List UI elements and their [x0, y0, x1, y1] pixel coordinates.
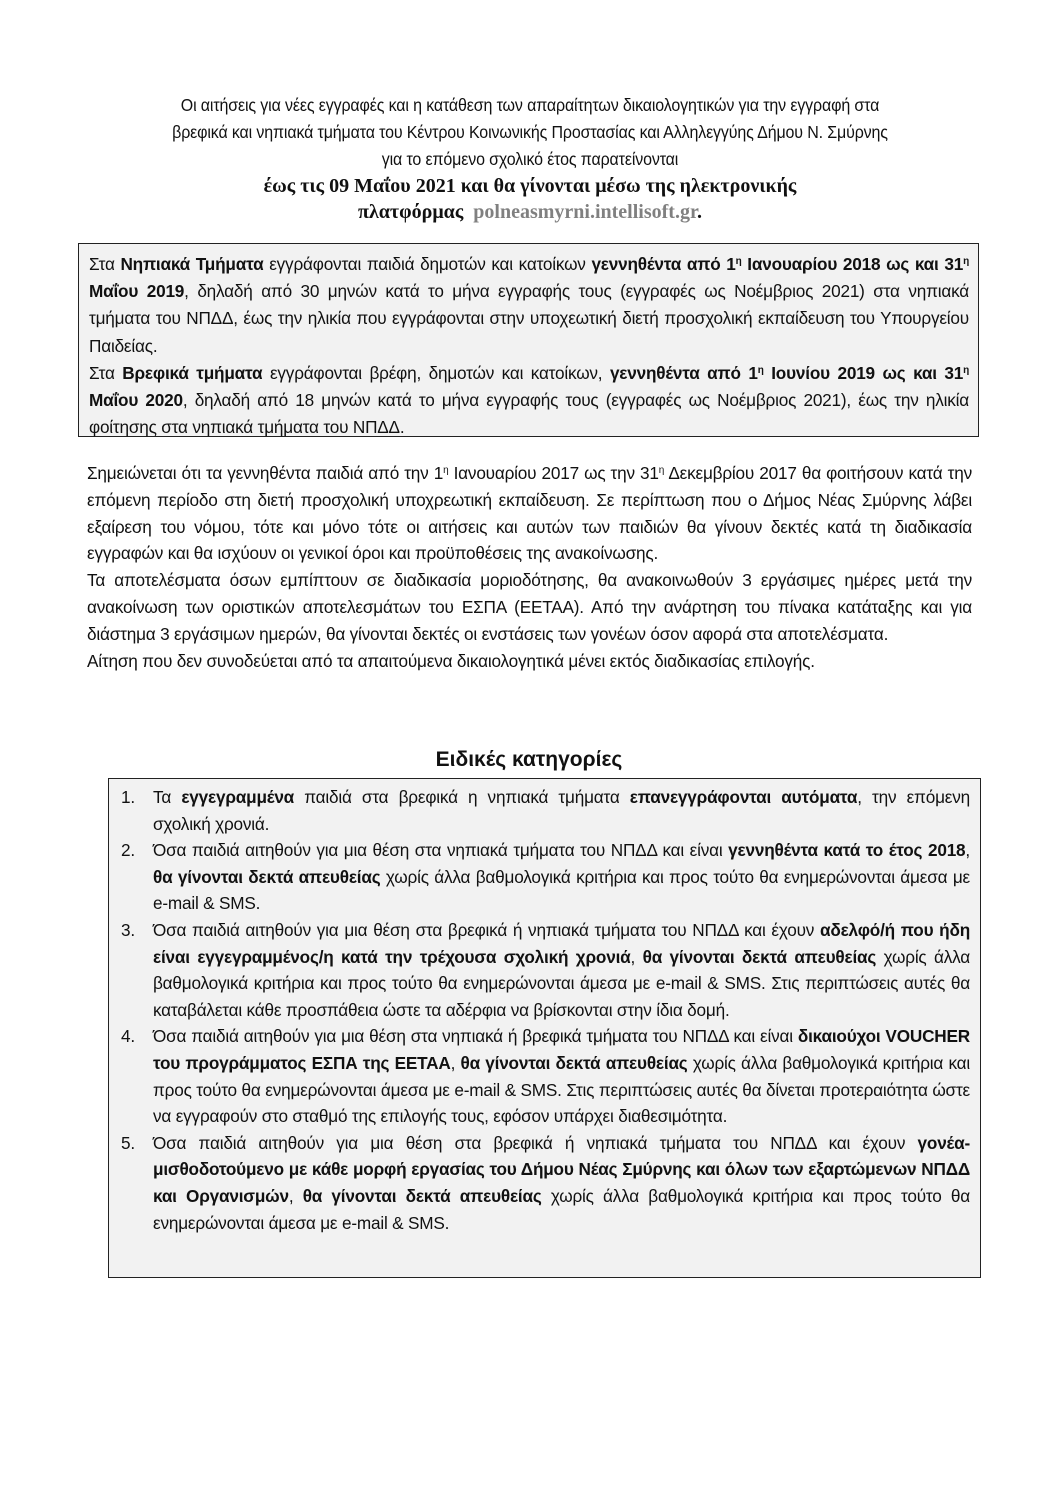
intro-line-3: για το επόμενο σχολικό έτος παρατείνονται — [381, 149, 679, 169]
superscript: η — [658, 465, 665, 476]
bold-text: αδελφό/ή που ήδη είναι εγγεγραμμένος/η κατά την τρέχουσα σχολική χρονιά — [153, 919, 970, 967]
text: Ιανουαρίου 2018 ως και 31 — [741, 254, 964, 274]
item-number: 2. — [121, 840, 135, 861]
text: γεννηθέντα από 1 — [609, 362, 758, 383]
text: εγγράφονται βρέφη, δημοτών και κατοίκων, — [262, 362, 610, 383]
text: , — [965, 840, 970, 861]
text: Όσα παιδιά αιτηθούν για μια θέση στα βρεφικά ή νηπιακά τμήματα του ΝΠΔΔ και έχουν — [153, 1132, 918, 1153]
list-item — [121, 837, 970, 917]
text: , — [630, 946, 643, 967]
text: Όσα παιδιά αιτηθούν για μια θέση στα νηπιακά τμήματα του ΝΠΔΔ και είναι — [153, 840, 729, 861]
text: γεννηθέντα από 1 — [591, 254, 736, 274]
text: παιδιά στα βρεφικά η νηπιακά τμήματα — [294, 787, 630, 807]
text: Στα — [89, 362, 123, 383]
text: , δηλαδή από 30 μηνών κατά το μήνα εγγραφής τους (εγγραφές ως Νοέμβριος 2021) στα νηπιακά τμήματα του ΝΠΔΔ, έως την ηλικία που εγγράφονται στην υποχεωτική διετή προσχολική εκπαίδευση του Υπουργείου Παιδείας. — [89, 281, 970, 356]
superscript: η — [757, 364, 764, 376]
bold-text: επανεγγράφονται αυτόματα — [629, 787, 858, 807]
list-item — [121, 1023, 970, 1129]
text: χωρίς άλλα βαθμολογικά κριτήρια και προς τούτο θα ενημερώνονται άμεσα με e-mail & SMS. Στις περιπτώσεις αυτές θα καταβάλεται κάθε προσπάθεια ώστε τα αδέρφια να βρίσκονται στην ίδια δομή. — [153, 946, 971, 1020]
notes-section — [87, 460, 972, 674]
text: , δηλαδή από 18 μηνών κατά το μήνα εγγραφής τους (εγγραφές ως Νοέμβριος 2021), έως την ηλικία φοίτησης στα νηπιακά τμήματα του ΝΠΔΔ. — [89, 390, 969, 438]
bold-text: εγγεγραμμένα — [181, 787, 295, 807]
text: Όσα παιδιά αιτηθούν για μια θέση στα βρεφικά ή νηπιακά τμήματα του ΝΠΔΔ και έχουν — [153, 919, 821, 940]
bold-text: θα γίνονται δεκτά απευθείας — [460, 1052, 688, 1073]
special-categories-box — [108, 778, 981, 1278]
superscript: η — [963, 256, 970, 267]
bold-text: Βρεφικά τμήματα — [122, 362, 263, 383]
bold-text: γονέα-μισθοδοτούμενο με κάθε μορφή εργασίας του Δήμου Νέας Σμύρνης και όλων των εξαρτώμενων ΝΠΔΔ και Οργανισμών — [153, 1132, 970, 1206]
text: Σημειώνεται ότι τα γεννηθέντα παιδιά από την 1 — [87, 463, 444, 483]
text: Όσα παιδιά αιτηθούν για μια θέση στα νηπιακά ή βρεφικά τμήματα του ΝΠΔΔ και είναι — [153, 1026, 798, 1047]
platform-link[interactable]: polneasmyrni.intellisoft.gr — [473, 201, 697, 223]
text: εγγράφονται παιδιά δημοτών και κατοίκων — [263, 254, 592, 274]
superscript: η — [443, 465, 449, 476]
intro-line-1: Οι αιτήσεις για νέες εγγραφές και η κατάθεση των απαραίτητων δικαιολογητικών για την εγγραφή στα — [180, 95, 880, 115]
intro-announcement — [60, 92, 1000, 225]
item-number: 1. — [121, 787, 135, 807]
text: Ιουνίου 2019 ως και 31 — [763, 362, 964, 383]
text: Μαΐου 2020 — [89, 390, 183, 411]
special-categories-heading: Ειδικές κατηγορίες — [435, 748, 623, 771]
results-paragraph: Τα αποτελέσματα όσων εμπίπτουν σε διαδικασία μοριοδότησης, θα ανακοινωθούν 3 εργάσιμες ημέρες μετά την ανακοίνωση των οριστικών αποτελεσμάτων του ΕΣΠΑ (ΕΕΤΑΑ). Από την ανάρτηση του πίνακα κατάταξης και για διάστημα 3 εργάσιμων ημερών, θα γίνονται δεκτές οι ενστάσεις των γονέων όσον αφορά στα αποτελέσματα. — [87, 570, 972, 644]
list-item — [121, 917, 970, 1023]
text: χωρίς άλλα βαθμολογικά κριτήρια και προς τούτο θα ενημερώνονται άμεσα με e-mail & SMS. — [153, 866, 970, 914]
text: Ιανουαρίου 2017 ως την 31 — [448, 463, 659, 483]
text: χωρίς άλλα βαθμολογικά κριτήρια και προς τούτο θα ενημερώνονται άμεσα με e-mail & SMS. Στις περιπτώσεις αυτές θα δίνεται προτεραιότητα ώστε να εγγραφούν στο σταθμό της επιλογής τους, εφόσον υπάρχει διαθεσιμότητα. — [153, 1052, 970, 1127]
text: , — [288, 1185, 303, 1206]
documents-required-paragraph: Αίτηση που δεν συνοδεύεται από τα απαιτούμενα δικαιολογητικά μένει εκτός διαδικασίας επιλογής. — [87, 650, 815, 671]
superscript: η — [963, 364, 970, 376]
bold-text: γεννηθέντα κατά το έτος 2018 — [728, 840, 966, 861]
bold-text: θα γίνονται δεκτά απευθείας — [642, 946, 877, 967]
text: Στα — [89, 254, 121, 274]
bold-text: θα γίνονται δεκτά απευθείας — [302, 1185, 542, 1206]
list-item — [121, 784, 970, 837]
bold-text: Νηπιακά Τμήματα — [120, 254, 264, 274]
infant-eligibility-paragraph — [89, 360, 969, 442]
text: Δεκεμβρίου 2017 θα φοιτήσουν κατά την επόμενη περίοδο στη διετή προσχολική υποχρεωτική εκπαίδευση. Σε περίπτωση που ο Δήμος Νέας Σμύρνης λάβει εξαίρεση του νόμου, τότε και μόνο τότε οι αιτήσεις και αυτών των παιδιών θα γίνουν δεκτές κατά τη διαδικασία εγγραφών και θα ισχύουν οι γενικοί όροι και προϋποθέσεις της ανακοίνωσης. — [87, 463, 972, 564]
text: Μαΐου 2019 — [89, 281, 185, 302]
eligibility-box — [78, 243, 979, 437]
text: Τα — [153, 787, 182, 807]
note-paragraph-2017 — [87, 460, 972, 567]
intro-platform-line — [60, 199, 1000, 225]
list-item — [121, 1130, 970, 1236]
nursery-eligibility-paragraph — [89, 251, 969, 360]
platform-period: . — [697, 201, 702, 223]
superscript: η — [735, 256, 742, 267]
bold-text: θα γίνονται δεκτά απευθείας — [153, 866, 381, 887]
intro-deadline-line: έως τις 09 Μαΐου 2021 και θα γίνονται μέσω της ηλεκτρονικής — [263, 175, 797, 197]
intro-line-2: βρεφικά και νηπιακά τμήματα του Κέντρου Κοινωνικής Προστασίας και Αλληλεγγύης Δήμου Ν. Σμύρνης — [172, 122, 888, 142]
text: , — [450, 1052, 461, 1073]
item-number: 3. — [121, 919, 135, 940]
item-number: 4. — [121, 1026, 135, 1047]
platform-label: πλατφόρμας — [357, 201, 464, 223]
text: χωρίς άλλα βαθμολογικά κριτήρια και προς τούτο θα ενημερώνονται άμεσα με e-mail & SMS. — [153, 1185, 970, 1233]
text: , την επόμενη σχολική χρονιά. — [153, 787, 970, 834]
special-categories-list — [121, 784, 970, 1236]
item-number: 5. — [121, 1132, 135, 1153]
bold-text: δικαιούχοι VOUCHER του προγράμματος ΕΣΠΑ της ΕΕΤΑΑ — [153, 1026, 970, 1073]
